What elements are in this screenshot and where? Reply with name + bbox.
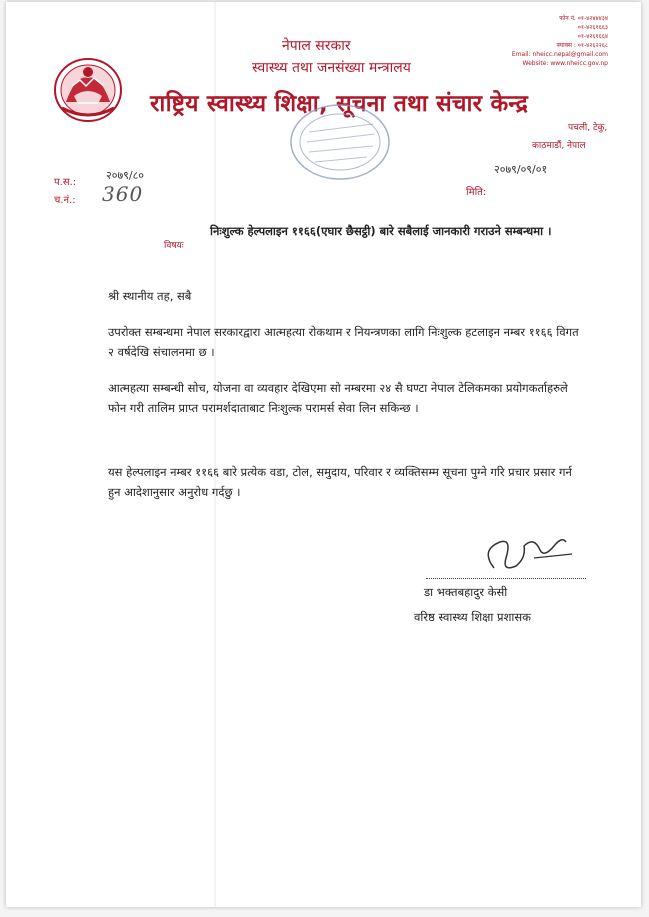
address-line-2: काठमाडौं, नेपाल: [532, 141, 586, 151]
office-stamp-icon: [289, 102, 391, 182]
email: Email: nheicc.nepal@gmail.com: [511, 51, 608, 58]
cn-value-handwritten: 360: [102, 182, 144, 206]
date-value: २०७९/०९/०१: [494, 163, 548, 176]
website: Website: www.nheicc.gov.np: [522, 60, 608, 67]
ministry-title: स्वास्थ्य तथा जनसंख्या मन्त्रालय: [252, 60, 411, 76]
fax: फ्याक्स : ०१-४२६२२६८: [556, 42, 608, 49]
signatory-name: डा भक्तबहादुर केसी: [424, 585, 508, 599]
government-title: नेपाल सरकार: [282, 38, 351, 54]
subject-label: विषयः: [164, 241, 184, 251]
margin-line: [214, 2, 216, 907]
paragraph-2: आत्महत्या सम्बन्धी सोच, योजना वा व्यवहार देखिएमा सो नम्बरमा २४ सै घण्टा नेपाल टेलिकमका प्रयोगकर्ताहरुले फोन गरी तालिम प्राप्त परामर्शदाताबाट निःशुल्क परामर्स सेवा लिन सकिन्छ ।: [108, 381, 568, 415]
signature-line: [426, 578, 586, 579]
nepal-emblem-icon: [52, 56, 124, 124]
paragraph-1: उपरोक्त सम्बन्धमा नेपाल सरकारद्वारा आत्महत्या रोकथाम र नियन्त्रणका लागि निःशुल्क हटलाइन नम्बर ११६६ विगत २ वर्षदेखि संचालनमा छ ।: [108, 325, 579, 359]
phone-2: ०१-४२६१६६३: [577, 24, 608, 31]
letter-page: [6, 2, 641, 907]
phone-3: ०१-४२६१६६४: [577, 33, 608, 40]
phone-1: फोन नं. ०१-४२४४४३४: [559, 15, 608, 22]
signature-icon: [476, 528, 576, 580]
contact-block: [454, 14, 608, 68]
signatory-title: वरिष्ठ स्वास्थ्य शिक्षा प्रशासक: [414, 610, 531, 624]
cn-label: च.नं.:: [54, 195, 76, 206]
addressee: श्री स्थानीय तह, सबै: [108, 289, 192, 303]
ps-value: २०७९/८०: [106, 169, 145, 182]
paragraph-3: यस हेल्पलाइन नम्बर ११६६ बारे प्रत्येक वडा, टोल, समुदाय, परिवार र व्यक्तिसम्म सूचना पुग्ने गरि प्रचार प्रसार गर्न हुन आदेशानुसार अनुरोध गर्दछु ।: [108, 465, 572, 499]
ps-label: प.स.:: [54, 177, 77, 188]
center-title: राष्ट्रिय स्वास्थ्य शिक्षा, सूचना तथा संचार केन्द्र: [150, 91, 529, 117]
date-label: मिति:: [466, 187, 487, 198]
address-line-1: पचली, टेकु,: [568, 123, 608, 133]
subject-text: निःशुल्क हेल्पलाइन ११६६(एघार छैसट्ठी) बारे सबैलाई जानकारी गराउने सम्बन्धमा ।: [210, 224, 552, 238]
